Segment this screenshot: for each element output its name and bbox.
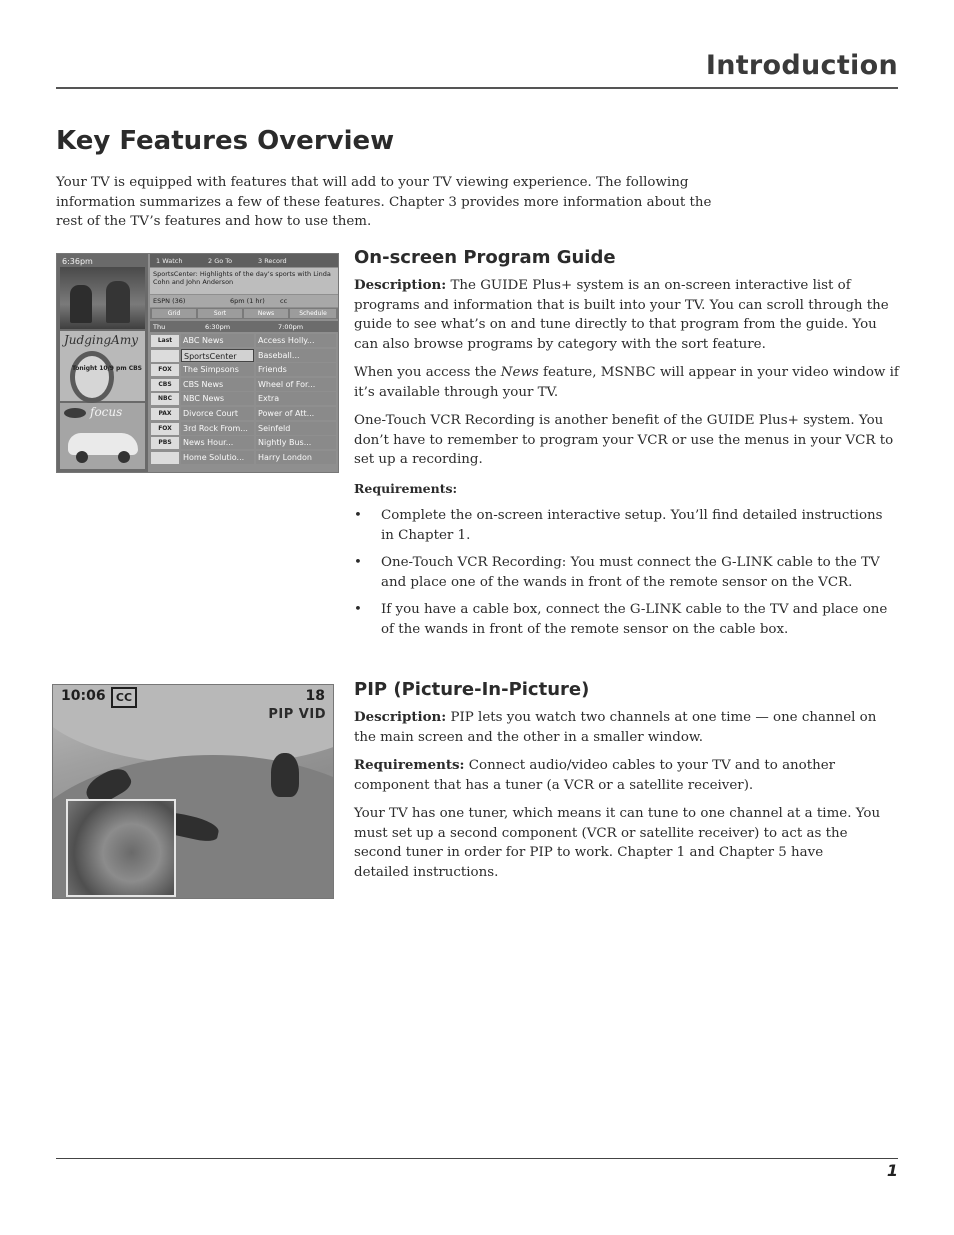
guide-row[interactable] [150,349,338,364]
requirements-list [354,506,899,639]
guide-time: 6:36pm [62,257,93,266]
requirement-text: If you have a cable box, connect the G-LINK cable to the TV and place one of the wands in front of the remote sensor on the cable box. [381,602,888,637]
program-now[interactable]: Divorce Court [181,407,254,420]
guide-program-info: SportsCenter: Highlights of the day’s sports with Linda Cohn and John Anderson [150,268,338,294]
ad-tonight-text: Tonight 10/9 pm CBS [71,365,142,372]
guide-day: Thu [153,323,166,331]
ad-show-title: JudgingAmy [64,333,138,347]
program-next[interactable]: Wheel of For... [256,378,336,391]
program-next[interactable]: Seinfeld [256,422,336,435]
ad-face-image [70,351,114,403]
ad-car-title: focus [90,405,123,419]
description-text: PIP lets you watch two channels at one time — one channel on the main screen and the other in a smaller window. [354,710,877,745]
guide-rows [150,334,338,465]
news-paragraph [354,363,899,402]
guide-grid-panel [150,254,338,472]
guide-timeslot: 7:00pm [278,323,304,331]
ford-logo-icon [64,408,86,418]
bullet: • [354,555,362,570]
channel-logo: NBC [151,393,179,405]
news-pre-text: When you access the [354,365,501,380]
footer-rule [56,1158,898,1159]
car-wheel [76,451,88,463]
program-next[interactable]: Access Holly... [256,334,336,347]
guide-tab-sort[interactable]: Sort [198,309,242,318]
program-now[interactable]: 3rd Rock From... [181,422,254,435]
closed-caption-icon: CC [111,687,137,708]
guide-channel-line [150,295,338,307]
guide-top-buttons [150,254,338,267]
guide-row[interactable] [150,334,338,349]
description-text: The GUIDE Plus+ system is an on-screen interactive list of programs and information that is built into your TV. You can scroll through the guide to see what’s on and tune directly to that program from the guide. You can also browse programs by category with the sort feature. [354,278,889,352]
page-number: 1 [886,1161,898,1180]
channel-logo: Last [151,335,179,347]
guide-row[interactable] [150,436,338,451]
requirements-label: Requirements: [354,480,458,496]
pip-heading: PIP (Picture-In-Picture) [354,679,590,700]
bullet: • [354,508,362,523]
channel-logo [151,452,179,464]
description-label: Description: [354,709,447,725]
header-rule [56,87,898,89]
requirement-text: One-Touch VCR Recording: You must connect the G-LINK cable to the TV and place one of the wands in front of the remote sensor on the VCR. [381,555,880,590]
program-now[interactable]: ABC News [181,334,254,347]
list-item [354,553,899,592]
program-next[interactable]: Power of Att... [256,407,336,420]
guide-goto-button[interactable]: 2 Go To [208,257,233,265]
guide-record-button[interactable]: 3 Record [258,257,287,265]
news-word: News [500,365,539,380]
program-next[interactable]: Harry London [256,451,336,464]
pip-section [354,679,899,891]
pip-source-label: PIP VID [268,707,326,722]
vcr-paragraph: One-Touch VCR Recording is another benefit of the GUIDE Plus+ system. You don’t have to remember to program your VCR or use the menus in your VCR to set up a recording. [354,413,894,467]
channel-logo: CBS [151,379,179,391]
news-post-text: feature, MSNBC will appear in your video window if it’s available through your TV. [354,365,899,400]
channel-logo: PAX [151,408,179,420]
program-now[interactable]: CBS News [181,378,254,391]
program-next[interactable]: Friends [256,363,336,376]
program-guide-section [354,247,899,647]
guide-ad-show [60,331,145,401]
guide-watch-button[interactable]: 1 Watch [156,257,183,265]
guide-row[interactable] [150,392,338,407]
list-item [354,600,899,639]
guide-screenshot [56,253,339,473]
page-title: Key Features Overview [56,126,395,156]
program-now[interactable]: Home Solutio... [181,451,254,464]
section-header-title: Introduction [705,50,898,81]
program-now[interactable]: NBC News [181,392,254,405]
guide-channel-time: 6pm (1 hr) [230,297,265,305]
guide-tab-news[interactable]: News [244,309,288,318]
program-next[interactable]: Baseball... [256,349,336,362]
bullet: • [354,602,362,617]
guide-row[interactable] [150,407,338,422]
guide-left-panel [57,254,148,472]
car-wheel [118,451,130,463]
pip-status-bar [53,685,333,709]
motorcycle-rider [271,753,299,797]
pip-screenshot [52,684,334,899]
program-guide-heading: On-screen Program Guide [354,247,616,268]
program-next[interactable]: Nightly Bus... [256,436,336,449]
guide-tabs [150,308,338,319]
program-now[interactable]: News Hour... [181,436,254,449]
guide-row[interactable] [150,451,338,466]
guide-tab-grid[interactable]: Grid [152,309,196,318]
intro-paragraph: Your TV is equipped with features that will add to your TV viewing experience. The following information summarizes a few of these features. Chapter 3 provides more information about the rest of the TV’s features and how to use them. [56,175,712,229]
channel-logo [151,350,179,362]
program-now[interactable]: The Simpsons [181,363,254,376]
channel-logo: FOX [151,364,179,376]
requirements-label: Requirements: [354,757,465,773]
requirements-text: Connect audio/video cables to your TV and to another component that has a tuner (a VCR or a satellite receiver). [354,758,836,793]
channel-logo: FOX [151,423,179,435]
guide-video-window [60,267,145,329]
tuner-text: Your TV has one tuner, which means it can tune to one channel at a time. You must set up a second component (VCR or satellite receiver) to act as the second tuner in order for PIP to work. Chapter 1 and Chapter 5 have [354,806,881,860]
guide-row[interactable] [150,363,338,378]
pip-inset-window [66,799,176,897]
description-label: Description: [354,277,447,293]
guide-row[interactable] [150,422,338,437]
guide-cc-indicator: cc [280,297,288,305]
guide-row[interactable] [150,378,338,393]
program-next[interactable]: Extra [256,392,336,405]
pip-description [354,708,899,747]
guide-tab-schedule[interactable]: Schedule [290,309,336,318]
anchor-figure [106,281,130,323]
tuner-text-end: detailed instructions. [354,864,499,880]
pip-time: 10:06 [61,688,106,704]
requirement-text: Complete the on-screen interactive setup. You’ll find detailed instructions in Chapter 1. [381,508,883,543]
list-item [354,506,899,545]
anchor-figure [70,285,92,323]
program-now-selected[interactable]: SportsCenter [181,349,254,362]
pip-requirements [354,756,899,795]
guide-time-header [150,321,338,332]
guide-timeslot: 6:30pm [205,323,231,331]
guide-channel-name: ESPN (36) [153,297,186,305]
guide-ad-car [60,403,145,469]
guide-description [354,276,899,354]
channel-logo: PBS [151,437,179,449]
pip-channel-number: 18 [305,688,325,704]
pip-tuner-paragraph [354,804,899,882]
